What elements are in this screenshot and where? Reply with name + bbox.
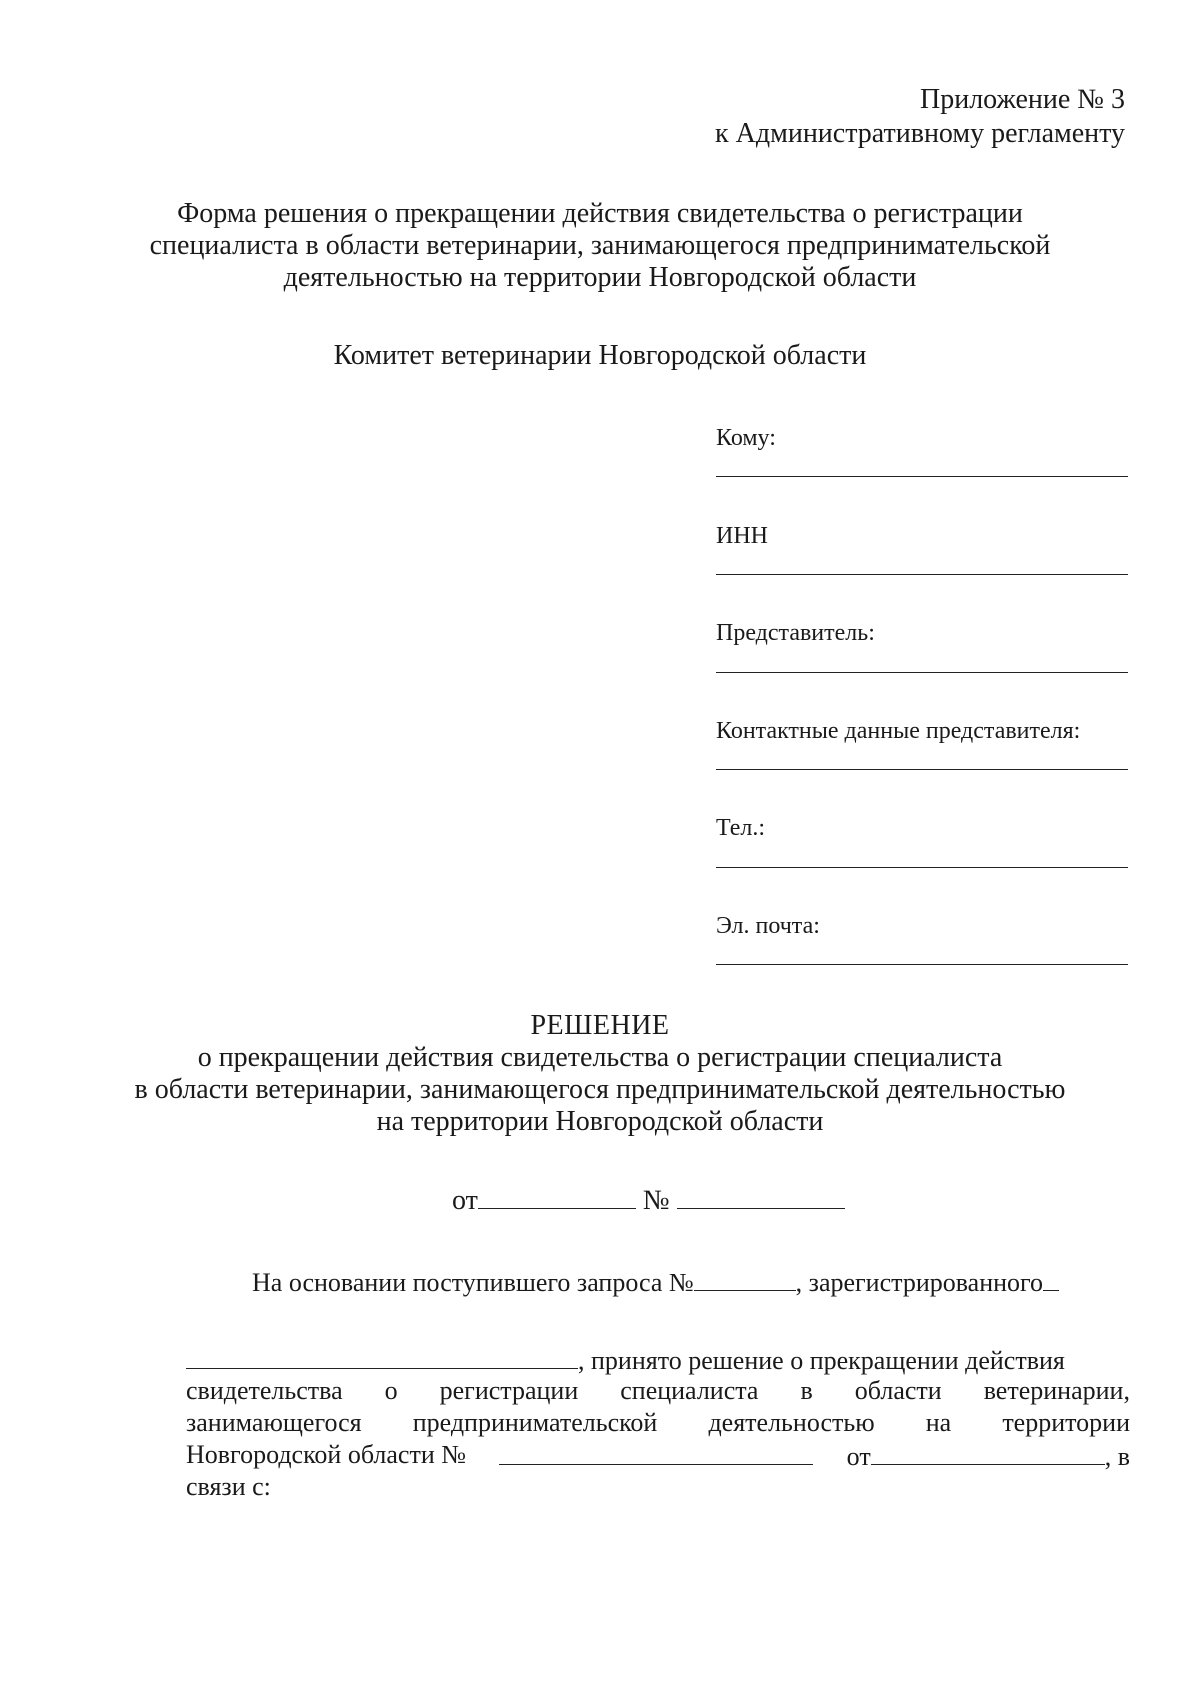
inn-label: ИНН (716, 523, 768, 549)
body-word: предпринимательской (412, 1408, 658, 1437)
recipient-label: Кому: (716, 425, 776, 451)
representative-contacts-label: Контактные данные представителя: (716, 718, 1081, 744)
form-title-line-2: специалиста в области ветеринарии, занимающегося предпринимательской (149, 230, 1051, 261)
phone-label: Тел.: (716, 815, 766, 841)
body-word: специалиста (620, 1376, 759, 1405)
committee-name: Комитет ветеринарии Новгородской области (333, 340, 867, 371)
representative-contacts-field[interactable] (716, 769, 1128, 770)
decision-subtitle-line-2: в области ветеринарии, занимающегося предпринимательской деятельностью (134, 1074, 1066, 1105)
certificate-number-field[interactable] (499, 1440, 813, 1465)
inn-field[interactable] (716, 574, 1128, 575)
body-word: свидетельства (186, 1376, 343, 1405)
certificate-date-prefix: от (846, 1442, 871, 1471)
decision-number-field[interactable] (677, 1184, 845, 1209)
certificate-date-field[interactable] (871, 1440, 1105, 1465)
decision-date-field[interactable] (478, 1184, 636, 1209)
phone-field[interactable] (716, 867, 1128, 868)
body-word: на (925, 1408, 952, 1437)
body-word: регистрации (439, 1376, 579, 1405)
registered-field-start[interactable] (1043, 1266, 1059, 1291)
body-line-5 (186, 1440, 1130, 1472)
in-connection-text: , в (1104, 1442, 1130, 1471)
request-number-field[interactable] (694, 1266, 796, 1291)
body-word: территории (1002, 1408, 1130, 1437)
request-basis-text: На основании поступившего запроса № (252, 1268, 694, 1297)
appendix-reference: к Административному регламенту (715, 118, 1125, 149)
body-line-4 (186, 1408, 1130, 1438)
decision-date-number-row (452, 1184, 845, 1217)
email-field[interactable] (716, 964, 1128, 965)
decision-taken-text: , принято решение о прекращении действия (578, 1346, 1065, 1375)
representative-field[interactable] (716, 672, 1128, 673)
decision-date-prefix: от (452, 1185, 478, 1216)
body-word: области (854, 1376, 942, 1405)
form-title-line-3: деятельностью на территории Новгородской области (283, 262, 917, 293)
body-line-6: связи с: (186, 1472, 271, 1501)
decision-heading: РЕШЕНИЕ (530, 1010, 670, 1041)
decision-subtitle-line-3: на территории Новгородской области (376, 1106, 824, 1137)
registration-details-field[interactable] (186, 1344, 578, 1369)
body-line-2 (186, 1344, 1065, 1376)
body-line-1 (252, 1266, 1059, 1298)
body-line-3 (186, 1376, 1130, 1406)
form-title-line-1: Форма решения о прекращении действия свидетельства о регистрации (177, 198, 1023, 229)
registered-text: , зарегистрированного (795, 1268, 1044, 1297)
body-word: ветеринарии, (983, 1376, 1130, 1405)
email-label: Эл. почта: (716, 913, 820, 939)
body-word: о (384, 1376, 398, 1405)
appendix-number: Приложение № 3 (920, 84, 1125, 115)
decision-number-sign: № (642, 1185, 670, 1216)
body-word: деятельностью (708, 1408, 875, 1437)
decision-subtitle-line-1: о прекращении действия свидетельства о регистрации специалиста (197, 1042, 1003, 1073)
body-word: в (800, 1376, 813, 1405)
certificate-number-text: Новгородской области № (186, 1440, 467, 1469)
representative-label: Представитель: (716, 620, 875, 646)
recipient-field[interactable] (716, 476, 1128, 477)
body-word: занимающегося (186, 1408, 362, 1437)
